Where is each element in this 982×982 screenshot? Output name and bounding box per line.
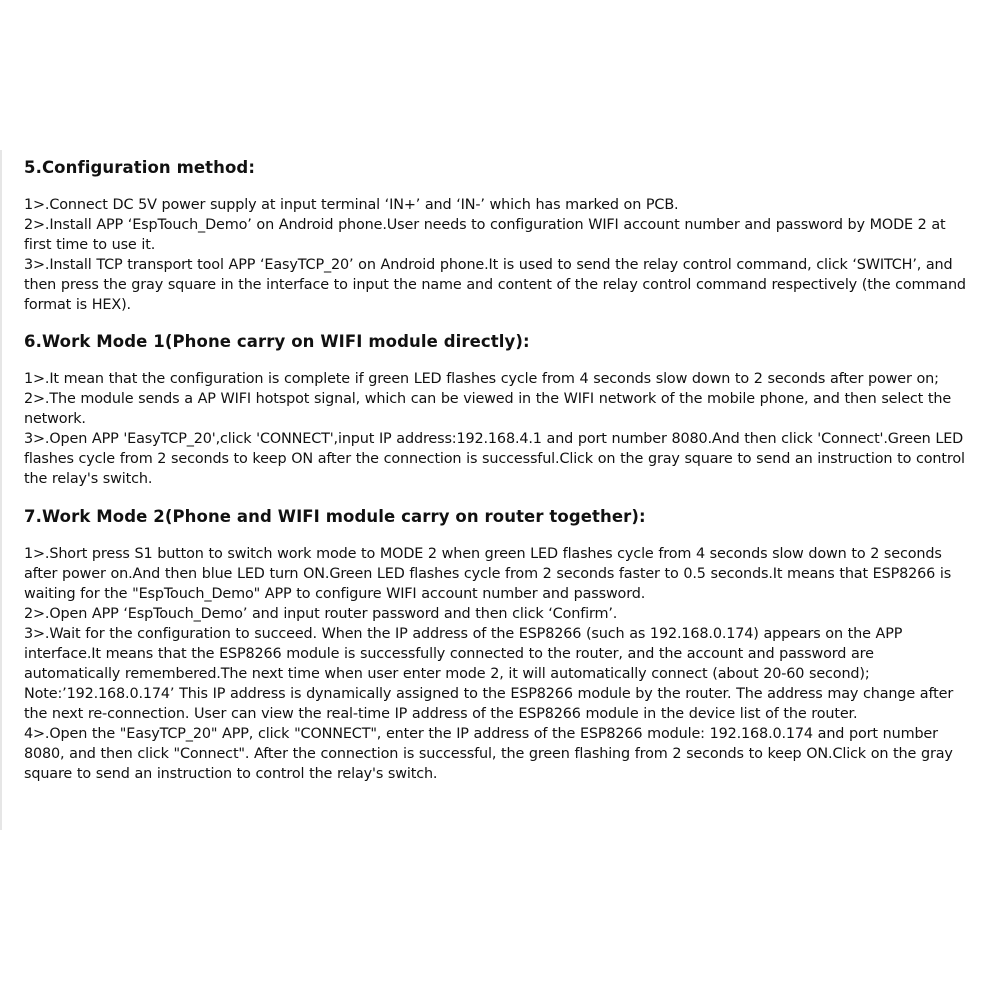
section-work-mode-1 xyxy=(24,332,970,489)
paragraph: 2>.The module sends a AP WIFI hotspot signal, which can be viewed in the WIFI network of the mobile phone, and then select the network. xyxy=(24,391,952,427)
paragraph: 1>.Connect DC 5V power supply at input terminal ‘IN+’ and ‘IN-’ which has marked on PCB. xyxy=(24,197,679,213)
section-work-mode-2 xyxy=(24,507,970,784)
paragraph: 2>.Install APP ‘EspTouch_Demo’ on Android phone.User needs to configuration WIFI account number and password by MODE 2 at first time to use it. xyxy=(24,217,946,253)
paragraph: 1>.It mean that the configuration is complete if green LED flashes cycle from 4 seconds slow down to 2 seconds after power on; xyxy=(24,371,939,387)
paragraph: 3>.Wait for the configuration to succeed. When the IP address of the ESP8266 (such as 192.168.0.174) appears on the APP interface.It means that the ESP8266 module is successfully connected to the router, and the account and password are automatically remembered.The next time when user enter mode 2, it will automatically connect (about 20-60 second); xyxy=(24,626,903,682)
paragraph-note: Note:’192.168.0.174’ This IP address is dynamically assigned to the ESP8266 module by the router. The address may change after the next re-connection. User can view the real-time IP address of the ESP8266 module in the device list of the router. xyxy=(24,686,954,722)
section-heading: 5.Configuration method: xyxy=(24,158,256,177)
paragraph: 3>.Install TCP transport tool APP ‘EasyTCP_20’ on Android phone.It is used to send the relay control command, click ‘SWITCH’, and then press the gray square in the interface to input the name and content of the relay control command respectively (the command format is HEX). xyxy=(24,257,966,313)
paragraph: 1>.Short press S1 button to switch work mode to MODE 2 when green LED flashes cycle from 4 seconds slow down to 2 seconds after power on.And then blue LED turn ON.Green LED flashes cycle from 2 seconds faster to 0.5 seconds.It means that ESP8266 is waiting for the "EspTouch_Demo" APP to configure WIFI account number and password. xyxy=(24,546,952,602)
section-heading: 7.Work Mode 2(Phone and WIFI module carry on router together): xyxy=(24,507,646,526)
left-border-rule xyxy=(0,150,2,830)
document-body xyxy=(24,158,970,802)
paragraph: 4>.Open the "EasyTCP_20" APP, click "CONNECT", enter the IP address of the ESP8266 module: 192.168.0.174 and port number 8080, and then click "Connect". After the connection is successful, the green flashing from 2 seconds to keep ON.Click on the gray square to send an instruction to control the relay's switch. xyxy=(24,726,953,782)
paragraph: 2>.Open APP ‘EspTouch_Demo’ and input router password and then click ‘Confirm’. xyxy=(24,606,618,622)
paragraph: 3>.Open APP 'EasyTCP_20',click 'CONNECT',input IP address:192.168.4.1 and port number 8080.And then click 'Connect'.Green LED flashes cycle from 2 seconds to keep ON after the connection is successful.Click on the gray square to send an instruction to control the relay's switch. xyxy=(24,431,965,487)
section-configuration-method xyxy=(24,158,970,315)
section-heading: 6.Work Mode 1(Phone carry on WIFI module directly): xyxy=(24,332,530,351)
